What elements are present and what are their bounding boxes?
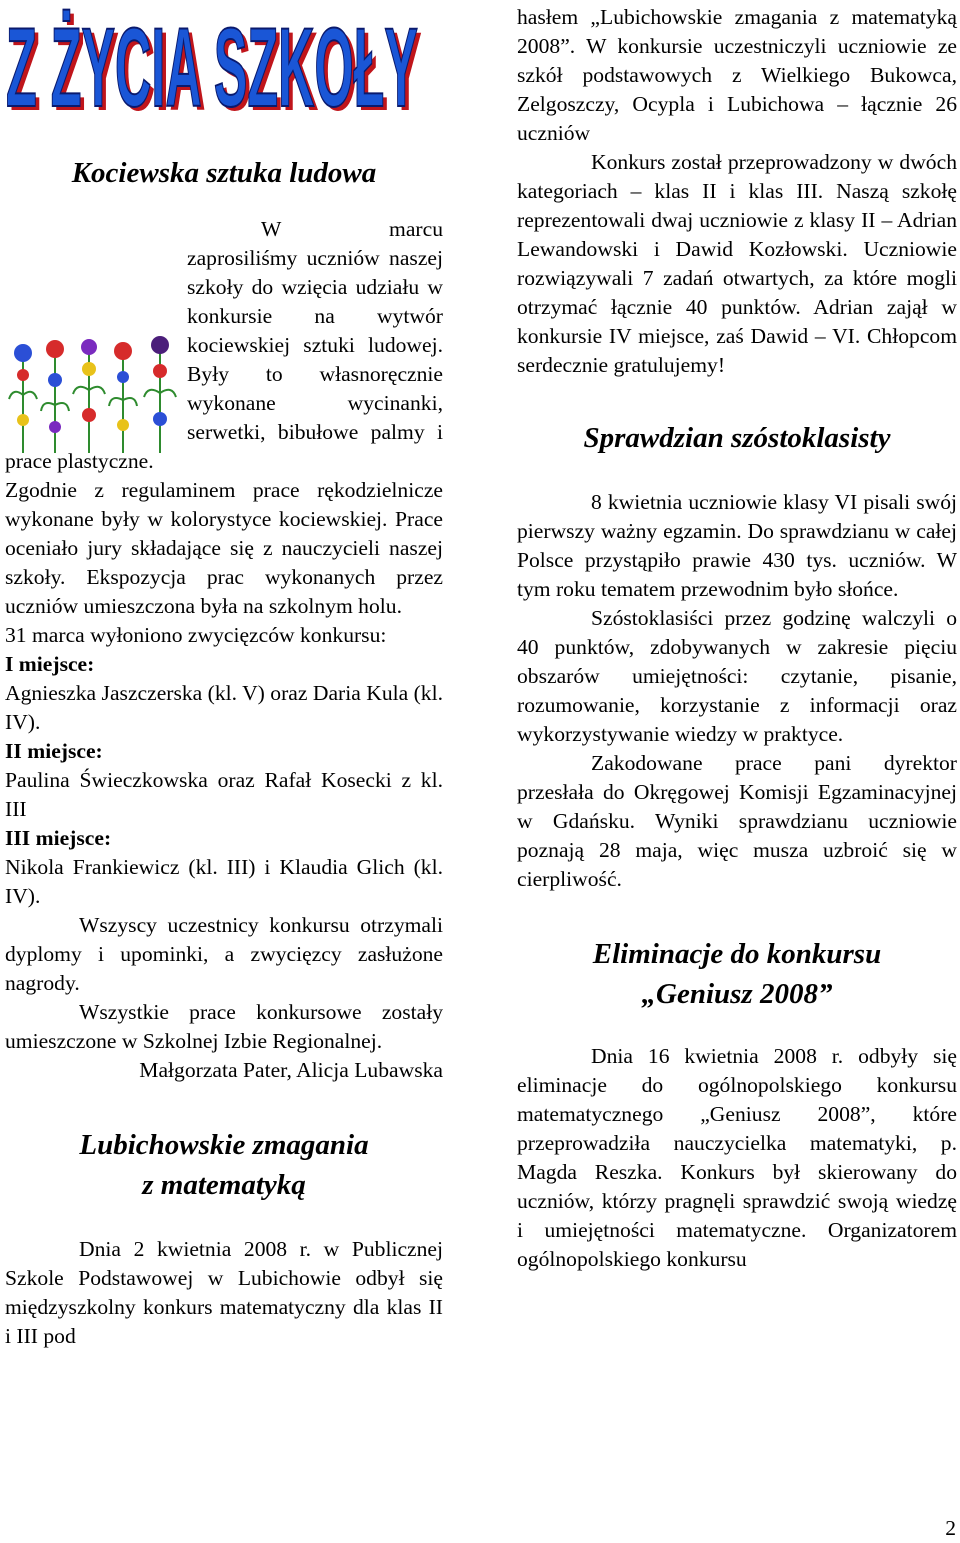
article-title-geniusz-1: Eliminacje do konkursu <box>592 938 882 970</box>
article-title-sprawdzian: Sprawdzian szóstoklasisty <box>583 422 891 454</box>
banner-shadow-text: Z ŻYCIA SZKOŁY <box>10 9 422 122</box>
banner-text: Z ŻYCIA SZKOŁY <box>6 5 418 122</box>
article-title-geniusz-2: „Geniusz 2008” <box>641 978 833 1010</box>
place-names-2: Paulina Świeczkowska oraz Rafał Kosecki z kl. III <box>5 768 443 821</box>
article-lubichowskie-para2: Konkurs został przeprowadzony w dwóch kategoriach – klas II i klas III. Naszą szkołę reprezentowali dwaj uczniowie z klasy II – Adrian Lewandowski i Dawid Kozłowski. Uczniowie rozwiązywali 7 zadań otwartych, za które mogli otrzymać łącznie 40 punktów. Adrian zajął w konkursie IV miejsce, zaś Dawid – VI. Chłopcom serdecznie gratulujemy! <box>517 150 957 377</box>
article-geniusz-para1: Dnia 16 kwietnia 2008 r. odbyły się eliminacje do ogólnopolskiego konkursu matematycznego „Geniusz 2008”, które przeprowadziła nauczycielka matematyki, p. Magda Reszka. Konkurs był skierowany do uczniów, którzy pragnęli sprawdzić swoją wiedzę i umiejętności matematyczne. Organizatorem ogólnopolskiego konkursu <box>517 1044 957 1271</box>
left-column <box>5 0 443 1351</box>
article-lubichowskie-para1-cont: hasłem „Lubichowskie zmagania z matematyką 2008”. W konkursie uczestniczyli uczniowie ze szkół podstawowych z Wielkiego Bukowca, Zelgoszczy, Ocypla i Lubichowa – łącznie 26 uczniów <box>517 5 957 145</box>
place-label-2: II miejsce: <box>5 739 103 763</box>
article-kociewska-body: Zgodnie z regulaminem prace rękodzielnicze wykonane były w kolorystyce kociewskiej. Prace oceniało jury składające się z nauczycieli naszej szkoły. Ekspozycja prac wykonanych przez uczniów umieszczona była na szkolnym holu. <box>5 478 443 618</box>
place-names-1: Agnieszka Jaszczerska (kl. V) oraz Daria Kula (kl. IV). <box>5 681 443 734</box>
article-title-lubichowskie-1: Lubichowskie zmagania <box>79 1129 369 1161</box>
article-title-kociewska: Kociewska sztuka ludowa <box>71 157 377 189</box>
place-label-1: I miejsce: <box>5 652 95 676</box>
page-number: 2 <box>945 1516 956 1540</box>
article-kociewska-diplomas: Wszyscy uczestnicy konkursu otrzymali dyplomy i upominki, a zwycięzcy zasłużone nagrody. <box>5 913 443 995</box>
right-column <box>517 0 957 1274</box>
article-sprawdzian-para3: Zakodowane prace pani dyrektor przesłała do Okręgowej Komisji Egzaminacyjnej w Gdańsku. Wyniki sprawdzianu uczniowie poznają 28 maja, więc musza uzbroić się w cierpliwość. <box>517 751 957 891</box>
article-kociewska-izba: Wszystkie prace konkursowe zostały umieszczone w Szkolnej Izbie Regionalnej. <box>5 1000 443 1053</box>
article-sprawdzian-para2: Szóstoklasiści przez godzinę walczyli o 40 punktów, zdobywanych w zakresie pięciu obszarów umiejętności: czytanie, pisanie, rozumowanie, korzystanie z informacji oraz wykorzystywanie wiedzy w praktyce. <box>517 606 957 746</box>
place-label-3: III miejsce: <box>5 826 112 850</box>
article-kociewska-intro: W marcu zaprosiliśmy uczniów naszej szkoły do wzięcia udziału w konkursie na wytwór kociewskiej sztuki ludowej. Były to własnoręcznie wykonane wycinanki, serwetki, bibułowe palmy i prace plastyczne. <box>5 217 443 473</box>
article-sprawdzian-para1: 8 kwietnia uczniowie klasy VI pisali swój pierwszy ważny egzamin. Do sprawdzianu w całej Polsce przystąpiło prawie 430 tys. uczniów. W tym roku tematem przewodnim było słońce. <box>517 490 957 601</box>
article-lubichowskie-para1: Dnia 2 kwietnia 2008 r. w Publicznej Szkole Podstawowej w Lubichowie odbył się międzyszkolny konkurs matematyczny dla klas II i III pod <box>5 1237 443 1348</box>
article-kociewska-winners-intro: 31 marca wyłoniono zwycięzców konkursu: <box>5 623 387 647</box>
article-kociewska-authors: Małgorzata Pater, Alicja Lubawska <box>139 1058 443 1082</box>
kociewie-embroidery-image <box>5 335 185 455</box>
article-title-lubichowskie-2: z matematyką <box>142 1169 306 1201</box>
place-names-3: Nikola Frankiewicz (kl. III) i Klaudia Glich (kl. IV). <box>5 855 443 908</box>
